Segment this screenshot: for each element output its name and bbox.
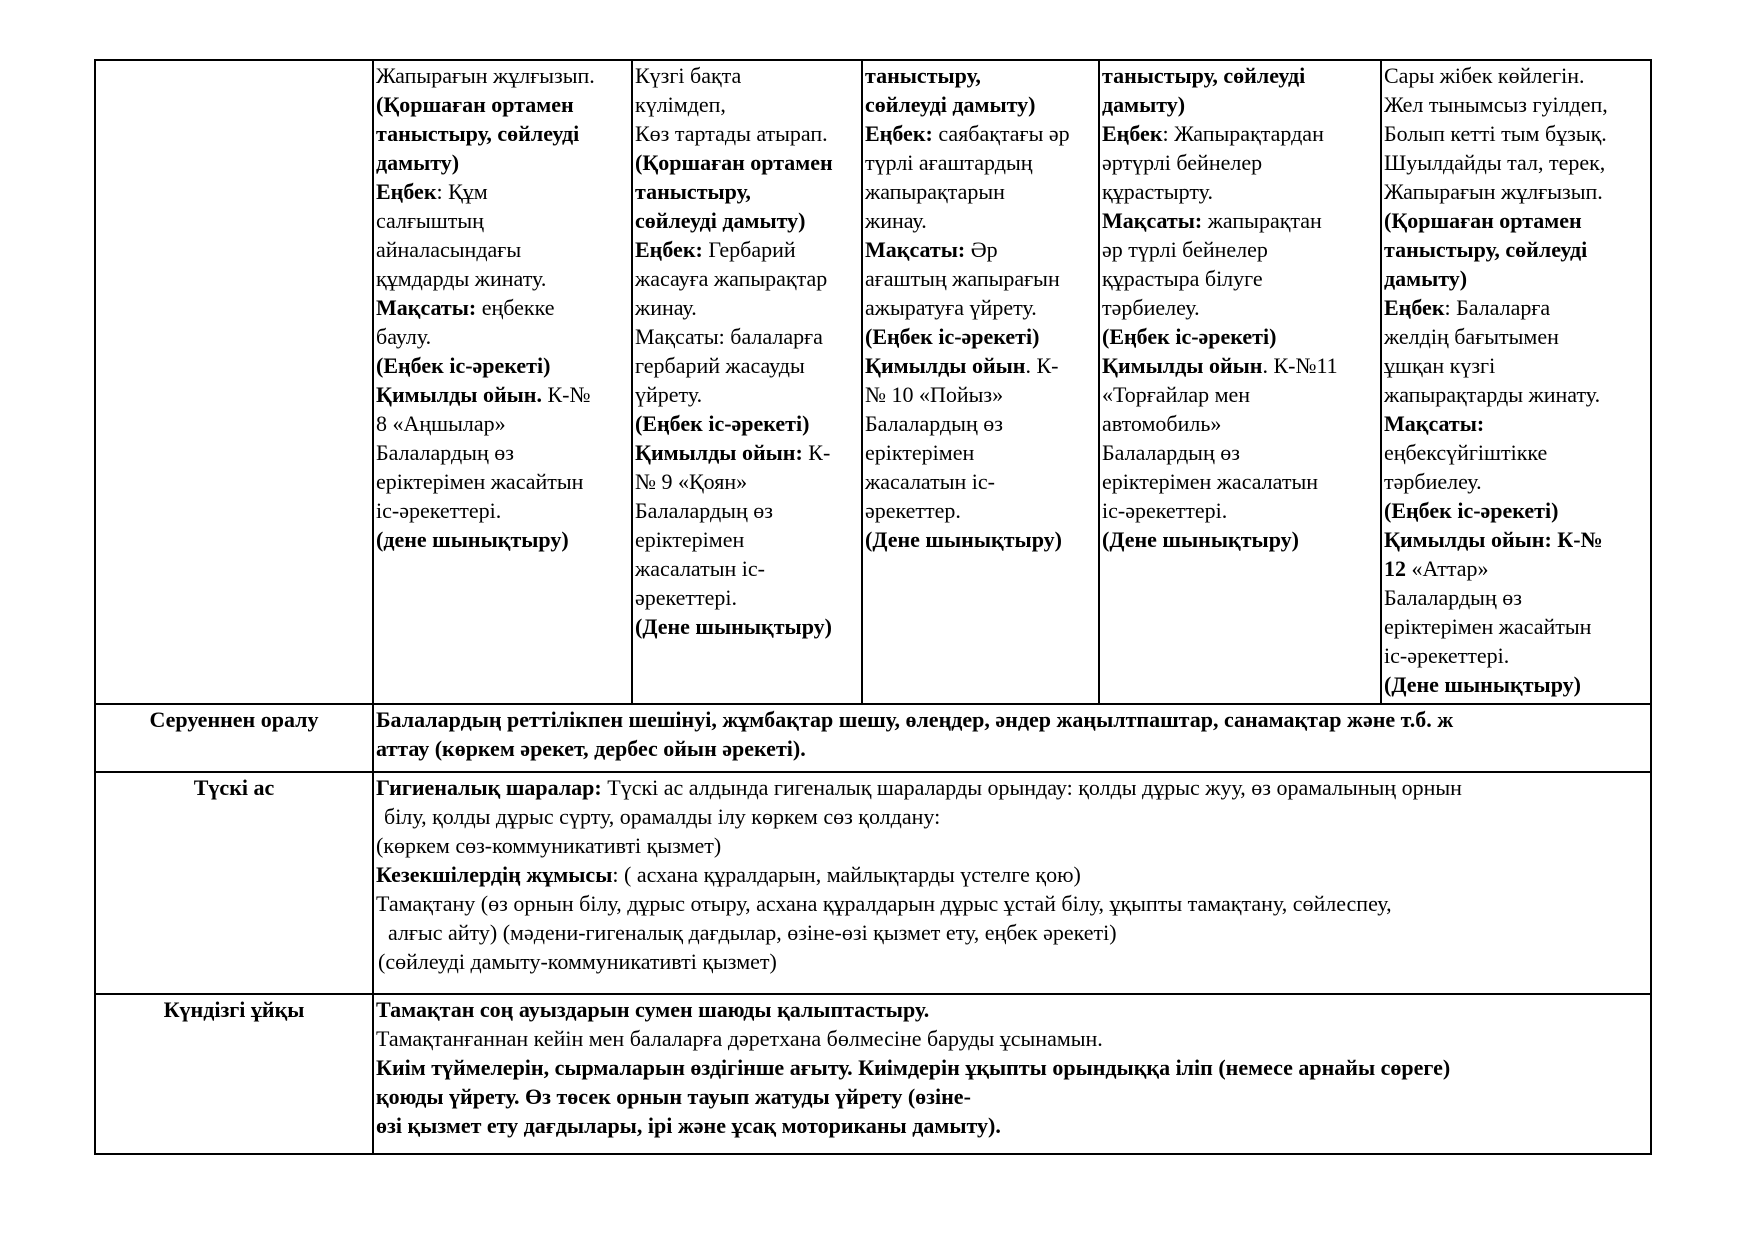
text-line: үйрету.	[635, 382, 703, 407]
text-line: жинау.	[635, 295, 697, 320]
text-line: жинау.	[865, 208, 927, 233]
bold-text: Қимылды ойын:	[635, 440, 803, 465]
text-line: жасалатын іс-	[865, 469, 996, 494]
text-line: ұшқан күзгі	[1384, 353, 1496, 378]
text-line: Балалардың өз	[865, 411, 1003, 436]
text: жапырақтан	[1202, 208, 1322, 233]
text-line: (дене шынықтыру)	[376, 527, 569, 552]
text-line: іс-әрекеттері.	[1102, 498, 1228, 523]
text-line: түрлі ағаштардың	[865, 150, 1033, 175]
text-line: ағаштың жапырағын	[865, 266, 1060, 291]
nap-row	[95, 994, 1651, 1154]
text-line: (көркем сөз-коммуникативті қызмет)	[376, 833, 722, 858]
text-line: (Қоршаған ортамен	[1384, 208, 1582, 233]
text-line: (Қоршаған ортамен	[376, 92, 574, 117]
text-line: еріктерімен жасалатын	[1102, 469, 1319, 494]
bold-text: Қимылды ойын	[865, 353, 1026, 378]
text-line: Балалардың өз	[635, 498, 773, 523]
text-line: Мақсаты:	[1384, 411, 1485, 436]
text-line: таныстыру,	[865, 63, 981, 88]
text-line: әр түрлі бейнелер	[1102, 237, 1268, 262]
text-line: білу, қолды дұрыс сүрту, орамалды ілу көркем сөз қолдану:	[384, 804, 941, 829]
bold-text: Мақсаты:	[865, 237, 966, 262]
text-line: еріктерімен жасайтын	[1384, 614, 1592, 639]
text-line: Жапырағын жұлғызып.	[1384, 179, 1603, 204]
bold-text: Қимылды ойын	[1102, 353, 1263, 378]
text-line: сөйлеуді дамыту)	[635, 208, 806, 233]
text-line	[376, 380, 629, 409]
text-line: жасалатын іс-	[635, 556, 766, 581]
text-line: желдің бағытымен	[1384, 324, 1559, 349]
text-line: Тамақтан соң ауыздарын сумен шаюды қалыптастыру.	[376, 997, 930, 1022]
text-line: ажыратуға үйрету.	[865, 295, 1037, 320]
text-line: таныстыру, сөйлеуді	[1384, 237, 1588, 262]
text-line	[635, 438, 859, 467]
walk-day-2	[632, 60, 862, 704]
nap-row-content	[373, 994, 1651, 1154]
text-line: салғыштың	[376, 208, 484, 233]
text: . К-№11	[1262, 353, 1338, 378]
text-line: (Еңбек іс-әрекеті)	[635, 411, 810, 436]
text-line: Балалардың реттілікпен шешінуі, жұмбақтар шешу, өлеңдер, әндер жаңылтпаштар, санамақтар және т.б. ж	[376, 707, 1454, 732]
nap-row-label: Күндізгі ұйқы	[95, 994, 373, 1154]
text-line: еңбексүйгіштікке	[1384, 440, 1548, 465]
text-line	[865, 119, 1096, 148]
bold-text: Еңбек	[376, 179, 437, 204]
text-line: Жел тынымсыз гуілдеп,	[1384, 92, 1608, 117]
text-line: құмдарды жинату.	[376, 266, 547, 291]
text-line: Болып кетті тым бұзық.	[1384, 121, 1607, 146]
bold-text: Еңбек	[1102, 121, 1163, 146]
text-line: дамыту)	[1384, 266, 1468, 291]
text-line: Балалардың өз	[1102, 440, 1240, 465]
text-line: жасауға жапырақтар	[635, 266, 828, 291]
text-line: баулу.	[376, 324, 432, 349]
text-line: әртүрлі бейнелер	[1102, 150, 1263, 175]
text-line: тәрбиелеу.	[1384, 469, 1482, 494]
text-line: (Еңбек іс-әрекеті)	[1102, 324, 1277, 349]
text-line	[376, 293, 629, 322]
text: : Құм	[436, 179, 488, 204]
text-line: (Еңбек іс-әрекеті)	[1384, 498, 1559, 523]
text-line: (Дене шынықтыру)	[1384, 672, 1581, 697]
text-line: (Дене шынықтыру)	[635, 614, 832, 639]
text-line: дамыту)	[1102, 92, 1186, 117]
text-line	[865, 351, 1096, 380]
text-line: дамыту)	[376, 150, 460, 175]
text-line: № 9 «Қоян»	[635, 469, 748, 494]
text: К-№	[541, 382, 591, 407]
text-line: № 10 «Пойыз»	[865, 382, 1004, 407]
walk-row-label-cell	[95, 60, 373, 704]
text: «Аттар»	[1406, 556, 1489, 581]
bold-text: Еңбек	[1384, 295, 1445, 320]
bold-text: Мақсаты:	[376, 295, 477, 320]
schedule-table	[94, 59, 1652, 1155]
walk-day-5	[1381, 60, 1651, 704]
text-line	[1384, 525, 1648, 554]
text-line: күлімдеп,	[635, 92, 726, 117]
text-line: (Еңбек іс-әрекеті)	[865, 324, 1040, 349]
text-line: іс-әрекеттері.	[376, 498, 502, 523]
bold-text: 12	[1384, 556, 1406, 581]
text: саябақтағы әр	[932, 121, 1070, 146]
text-line: Балалардың өз	[1384, 585, 1522, 610]
text-line: әрекеттер.	[865, 498, 961, 523]
text-line: Киім түймелерін, сырмаларын өздігінше ағыту. Киімдерін ұқыпты орындыққа іліп (немесе арнайы сөреге)	[376, 1055, 1451, 1080]
text-line: Жапырағын жұлғызып.	[376, 63, 595, 88]
text-line	[1384, 293, 1648, 322]
text: Түскі ас алдында гигеналық шараларды орындау: қолды дұрыс жуу, өз орамалының орнын	[601, 775, 1462, 800]
text-line: жапырақтарды жинату.	[1384, 382, 1601, 407]
lunch-row-label: Түскі ас	[95, 772, 373, 994]
text-line: гербарий жасауды	[635, 353, 805, 378]
text-line: Тамақтанғаннан кейін мен балаларға дәретхана бөлмесіне баруды ұсынамын.	[376, 1026, 1103, 1051]
text: : ( асхана құралдарын, майлықтарды үстелге қою)	[612, 862, 1081, 887]
text-line	[635, 235, 859, 264]
text: . К-	[1025, 353, 1059, 378]
text-line: (Дене шынықтыру)	[1102, 527, 1299, 552]
bold-text: Гигиеналық шаралар:	[376, 775, 602, 800]
text-line: сөйлеуді дамыту)	[865, 92, 1036, 117]
text-line: Тамақтану (өз орнын білу, дұрыс отыру, асхана құралдарын дұрыс ұстай білу, ұқыпты тамақтану, сөйлеспеу,	[376, 891, 1392, 916]
bold-text: Еңбек:	[865, 121, 933, 146]
walk-day-3	[862, 60, 1099, 704]
text-line: еріктерімен жасайтын	[376, 469, 584, 494]
text-line: Сары жібек көйлегін.	[1384, 63, 1585, 88]
text: еңбекке	[476, 295, 555, 320]
text-line: Шуылдайды тал, терек,	[1384, 150, 1606, 175]
text-line	[376, 177, 629, 206]
text-line: қоюды үйрету. Өз төсек орнын тауып жатуды үйрету (өзіне-	[376, 1084, 971, 1109]
text-line: алғыс айту) (мәдени-гигеналық дағдылар, өзіне-өзі қызмет ету, еңбек әрекеті)	[388, 920, 1117, 945]
text-line: (Дене шынықтыру)	[865, 527, 1062, 552]
text-line: тәрбиелеу.	[1102, 295, 1200, 320]
text-line: 8 «Аңшылар»	[376, 411, 506, 436]
walk-row	[95, 60, 1651, 704]
text-line: (Еңбек іс-әрекеті)	[376, 353, 551, 378]
bold-text: Кезекшілердің жұмысы	[376, 862, 613, 887]
text-line: (сөйлеуді дамыту-коммуникативті қызмет)	[378, 949, 777, 974]
walk-day-4	[1099, 60, 1381, 704]
text-line: (Қоршаған ортамен	[635, 150, 833, 175]
text: Гербарий	[702, 237, 796, 262]
text-line	[1102, 119, 1378, 148]
text-line	[376, 860, 1648, 889]
text-line: құрастырту.	[1102, 179, 1213, 204]
text-line: әрекеттері.	[635, 585, 738, 610]
bold-text: Еңбек:	[635, 237, 703, 262]
text-line: Көз тартады атырап.	[635, 121, 828, 146]
text-line: еріктерімен	[635, 527, 745, 552]
text: : Жапырақтардан	[1162, 121, 1324, 146]
text: Әр	[965, 237, 998, 262]
text-line: Күзгі бақта	[635, 63, 742, 88]
bold-text: Қимылды ойын: К-№	[1384, 527, 1603, 552]
text: : Балаларға	[1444, 295, 1551, 320]
bold-text: Қимылды ойын.	[376, 382, 542, 407]
text-line: автомобиль»	[1102, 411, 1222, 436]
text-line: іс-әрекеттері.	[1384, 643, 1510, 668]
return-row-content	[373, 704, 1651, 772]
text-line: аттау (көркем әрекет, дербес ойын әрекеті).	[376, 736, 806, 761]
text-line: айналасындағы	[376, 237, 522, 262]
text-line	[1102, 351, 1378, 380]
return-row	[95, 704, 1651, 772]
text-line: таныстыру, сөйлеуді	[376, 121, 580, 146]
walk-day-1	[373, 60, 632, 704]
text-line: құрастыра білуге	[1102, 266, 1263, 291]
text-line: өзі қызмет ету дағдылары, ірі және ұсақ моториканы дамыту).	[376, 1113, 1001, 1138]
text-line: Балалардың өз	[376, 440, 514, 465]
text-line	[1384, 554, 1648, 583]
text-line: еріктерімен	[865, 440, 975, 465]
bold-text: Мақсаты:	[1102, 208, 1203, 233]
lunch-row	[95, 772, 1651, 994]
text-line: таныстыру,	[635, 179, 751, 204]
text-line: жапырақтарын	[865, 179, 1005, 204]
text-line: Мақсаты: балаларға	[635, 324, 823, 349]
text-line: таныстыру, сөйлеуді	[1102, 63, 1306, 88]
text-line	[376, 773, 1648, 802]
text-line	[865, 235, 1096, 264]
lunch-row-content	[373, 772, 1651, 994]
return-row-label: Серуеннен оралу	[95, 704, 373, 772]
text-line	[1102, 206, 1378, 235]
text: К-	[802, 440, 831, 465]
text-line: «Торғайлар мен	[1102, 382, 1251, 407]
